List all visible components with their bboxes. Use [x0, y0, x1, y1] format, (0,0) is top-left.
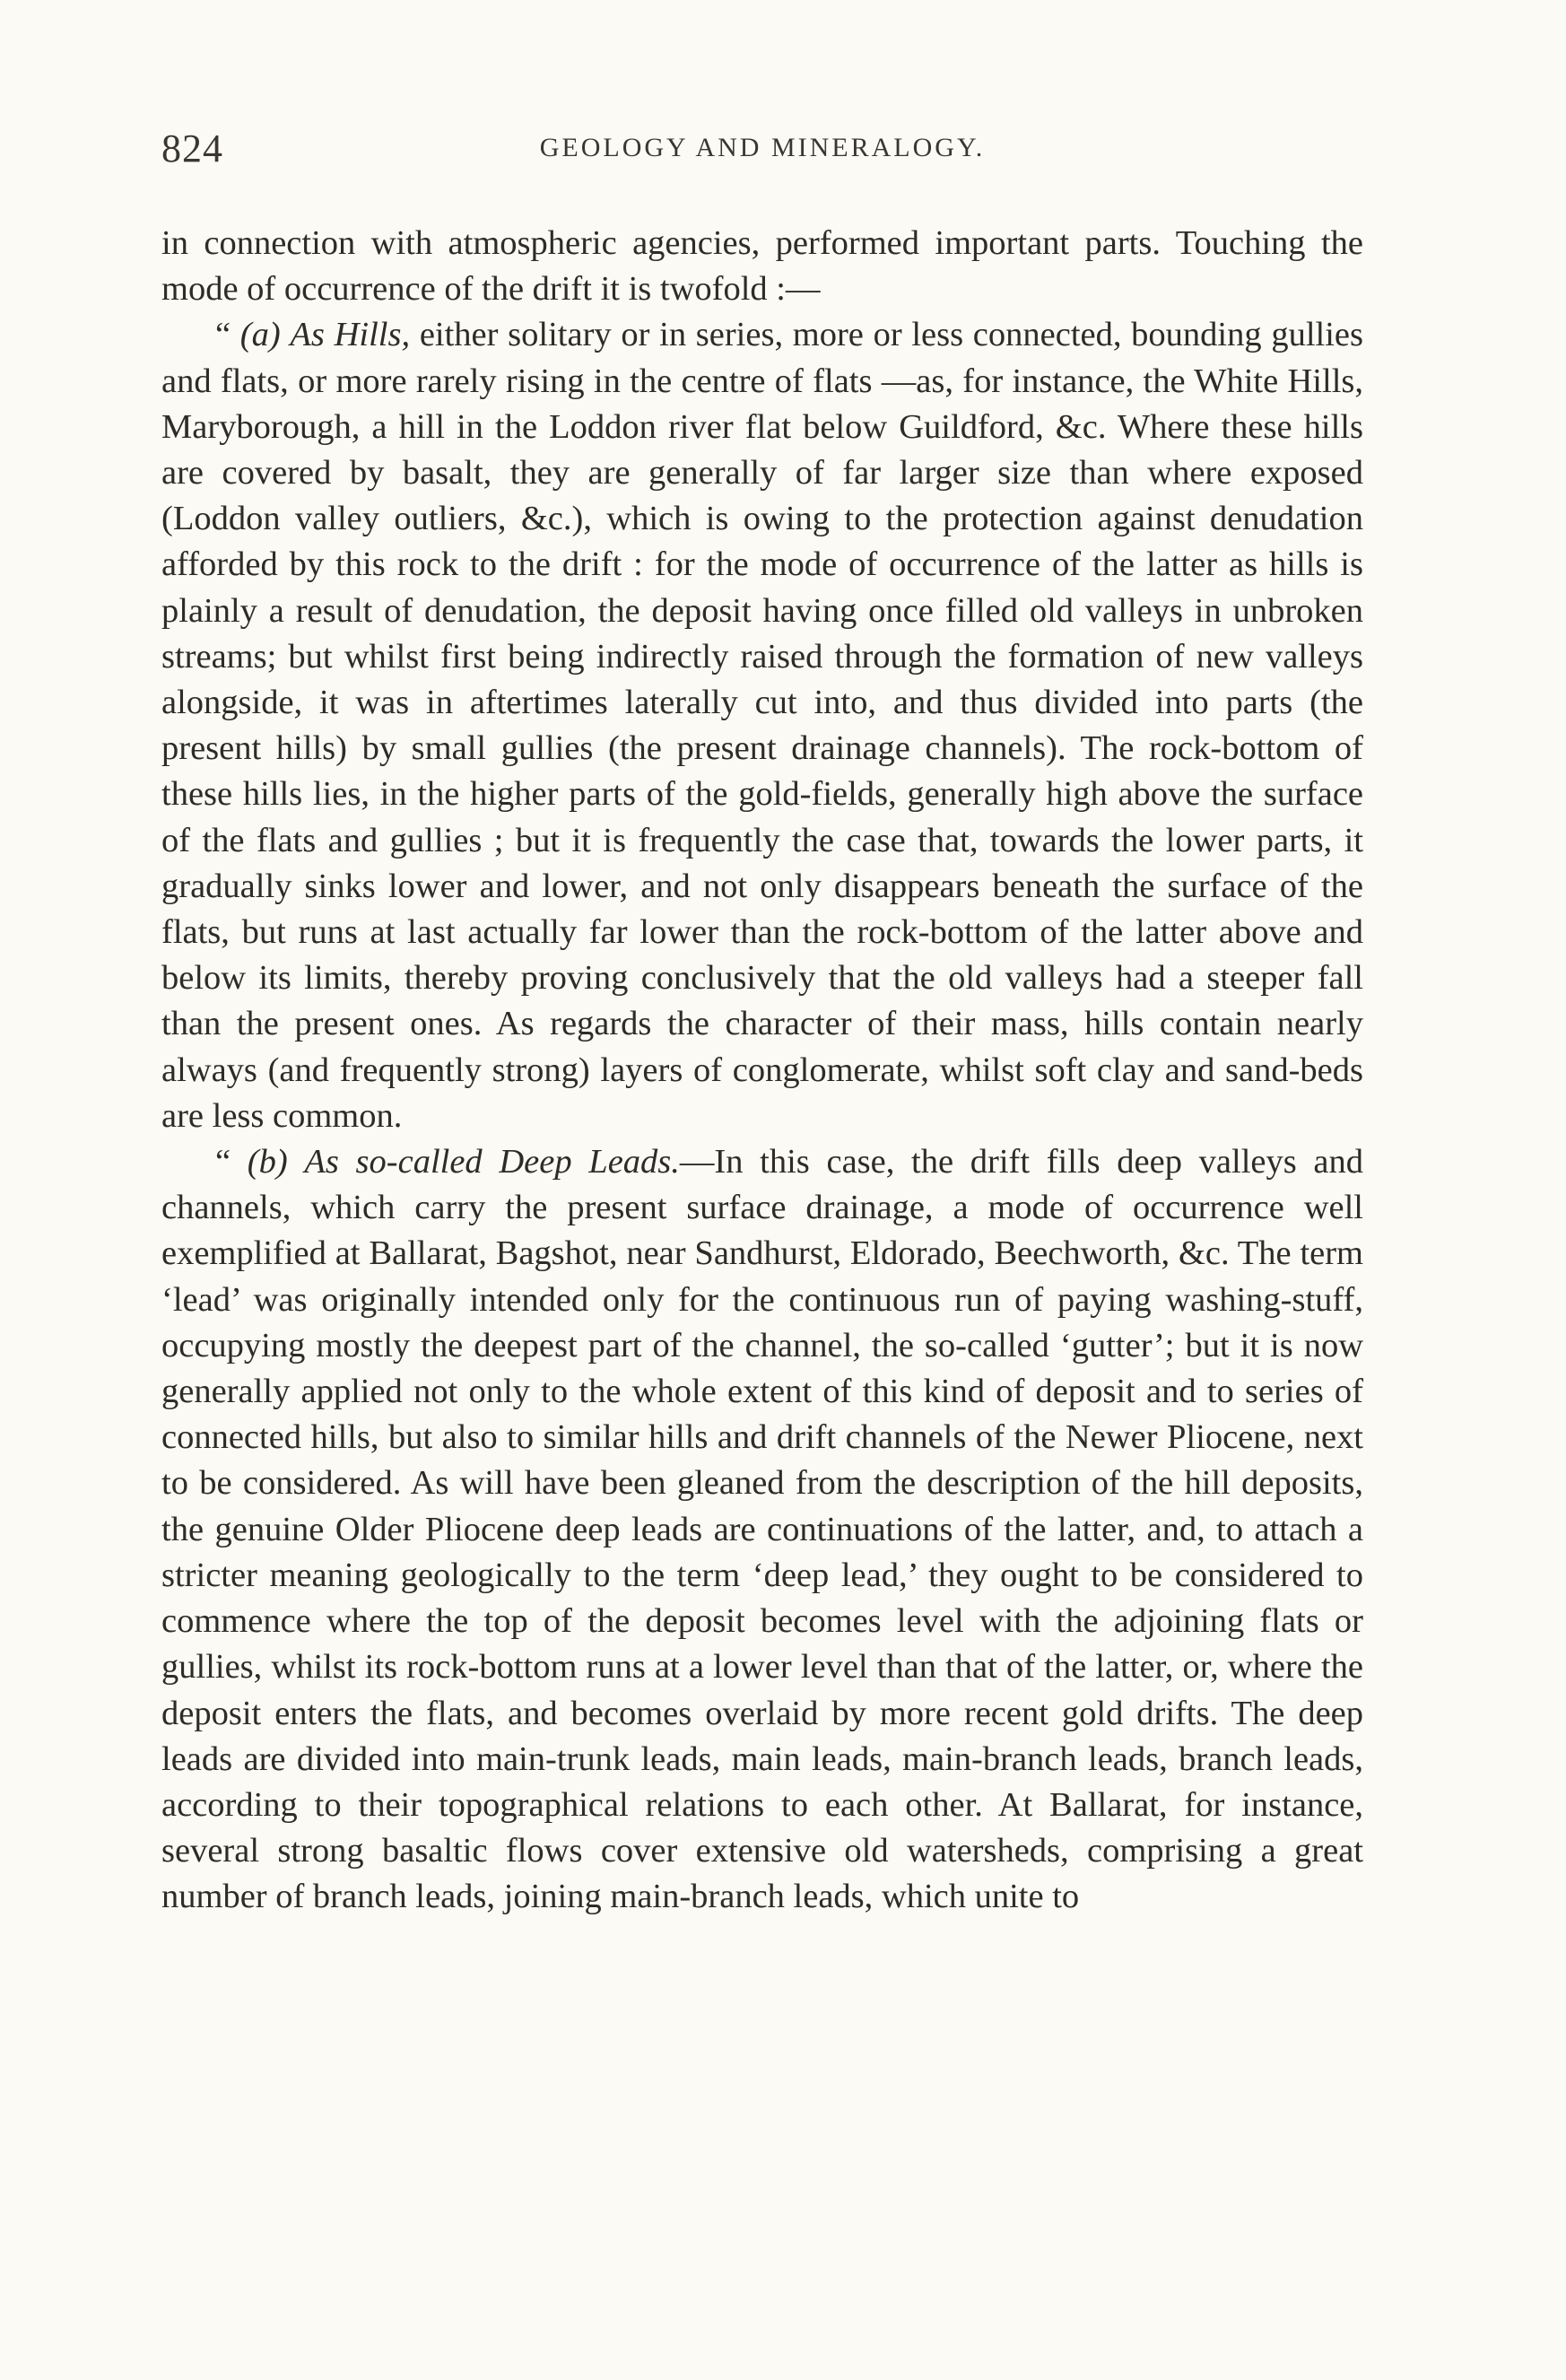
body-text [161, 221, 1363, 1921]
paragraph-text: —In this case, the drift fills deep valleys and channels, which carry the present surface drainage, a mode of occurrence well exemplified at Ballarat, Bagshot, near Sandhurst, Eldorado, Beechworth, &c. The term ‘lead’ was originally intended only for the continuous run of paying washing-stuff, occupying mostly the deepest part of the channel, the so-called ‘gutter’; but it is now generally applied not only to the whole extent of this kind of deposit and to series of connected hills, but also to similar hills and drift channels of the Newer Pliocene, next to be considered. As will have been gleaned from the description of the hill deposits, the genuine Older Pliocene deep leads are continuations of the latter, and, to attach a stricter meaning geologically to the term ‘deep lead,’ they ought to be considered to commence where the top of the deposit becomes level with the adjoining flats or gullies, whilst its rock-bottom runs at a lower level than that of the latter, or, where the deposit enters the flats, and becomes overlaid by more recent gold drifts. The deep leads are divided into main-trunk leads, main leads, main-branch leads, branch leads, according to their topographical relations to each other. At Ballarat, for instance, several strong basaltic flows cover extensive old watersheds, comprising a great number of branch leads, joining main-branch leads, which unite to [161, 1143, 1363, 1916]
running-head [161, 126, 1363, 179]
section-label: (b) [247, 1143, 288, 1181]
section-heading: As so-called Deep Leads. [304, 1143, 680, 1181]
paragraph-text: in connection with atmospheric agencies, performed important parts. Touching the mode of occurrence of the drift it is twofold :— [161, 224, 1363, 309]
paragraph-text: either solitary or in series, more or less connected, bounding gullies and flats, or more rarely rising in the centre of flats —as, for instance, the White Hills, Maryborough, a hill in the Loddon river flat below Guildford, &c. Where these hills are covered by basalt, they are generally of far larger size than where exposed (Loddon valley outliers, &c.), which is owing to the protection against denudation afforded by this rock to the drift : for the mode of occurrence of the latter as hills is plainly a result of denudation, the deposit having once filled old valleys in unbroken streams; but whilst first being indirectly raised through the formation of new valleys alongside, it was in aftertimes laterally cut into, and thus divided into parts (the present hills) by small gullies (the present drainage channels). The rock-bottom of these hills lies, in the higher parts of the gold-fields, generally high above the surface of the flats and gullies ; but it is frequently the case that, towards the lower parts, it gradually sinks lower and lower, and not only disappears beneath the surface of the flats, but runs at last actually far lower than the rock-bottom of the latter above and below its limits, thereby proving conclusively that the old valleys had a steeper fall than the present ones. As regards the character of their mass, hills contain nearly always (and frequently strong) layers of conglomerate, whilst soft clay and sand-beds are less common. [161, 316, 1363, 1135]
paragraph-as-hills [161, 312, 1363, 1139]
section-heading: As Hills, [290, 316, 411, 354]
section-label: (a) [239, 316, 281, 354]
open-quote: “ [215, 316, 231, 354]
running-title: GEOLOGY AND MINERALOGY. [539, 133, 986, 162]
open-quote: “ [215, 1143, 231, 1181]
paragraph-continuation [161, 221, 1363, 312]
book-page [161, 126, 1363, 1921]
paragraph-deep-leads [161, 1139, 1363, 1920]
page-number: 824 [161, 126, 223, 170]
